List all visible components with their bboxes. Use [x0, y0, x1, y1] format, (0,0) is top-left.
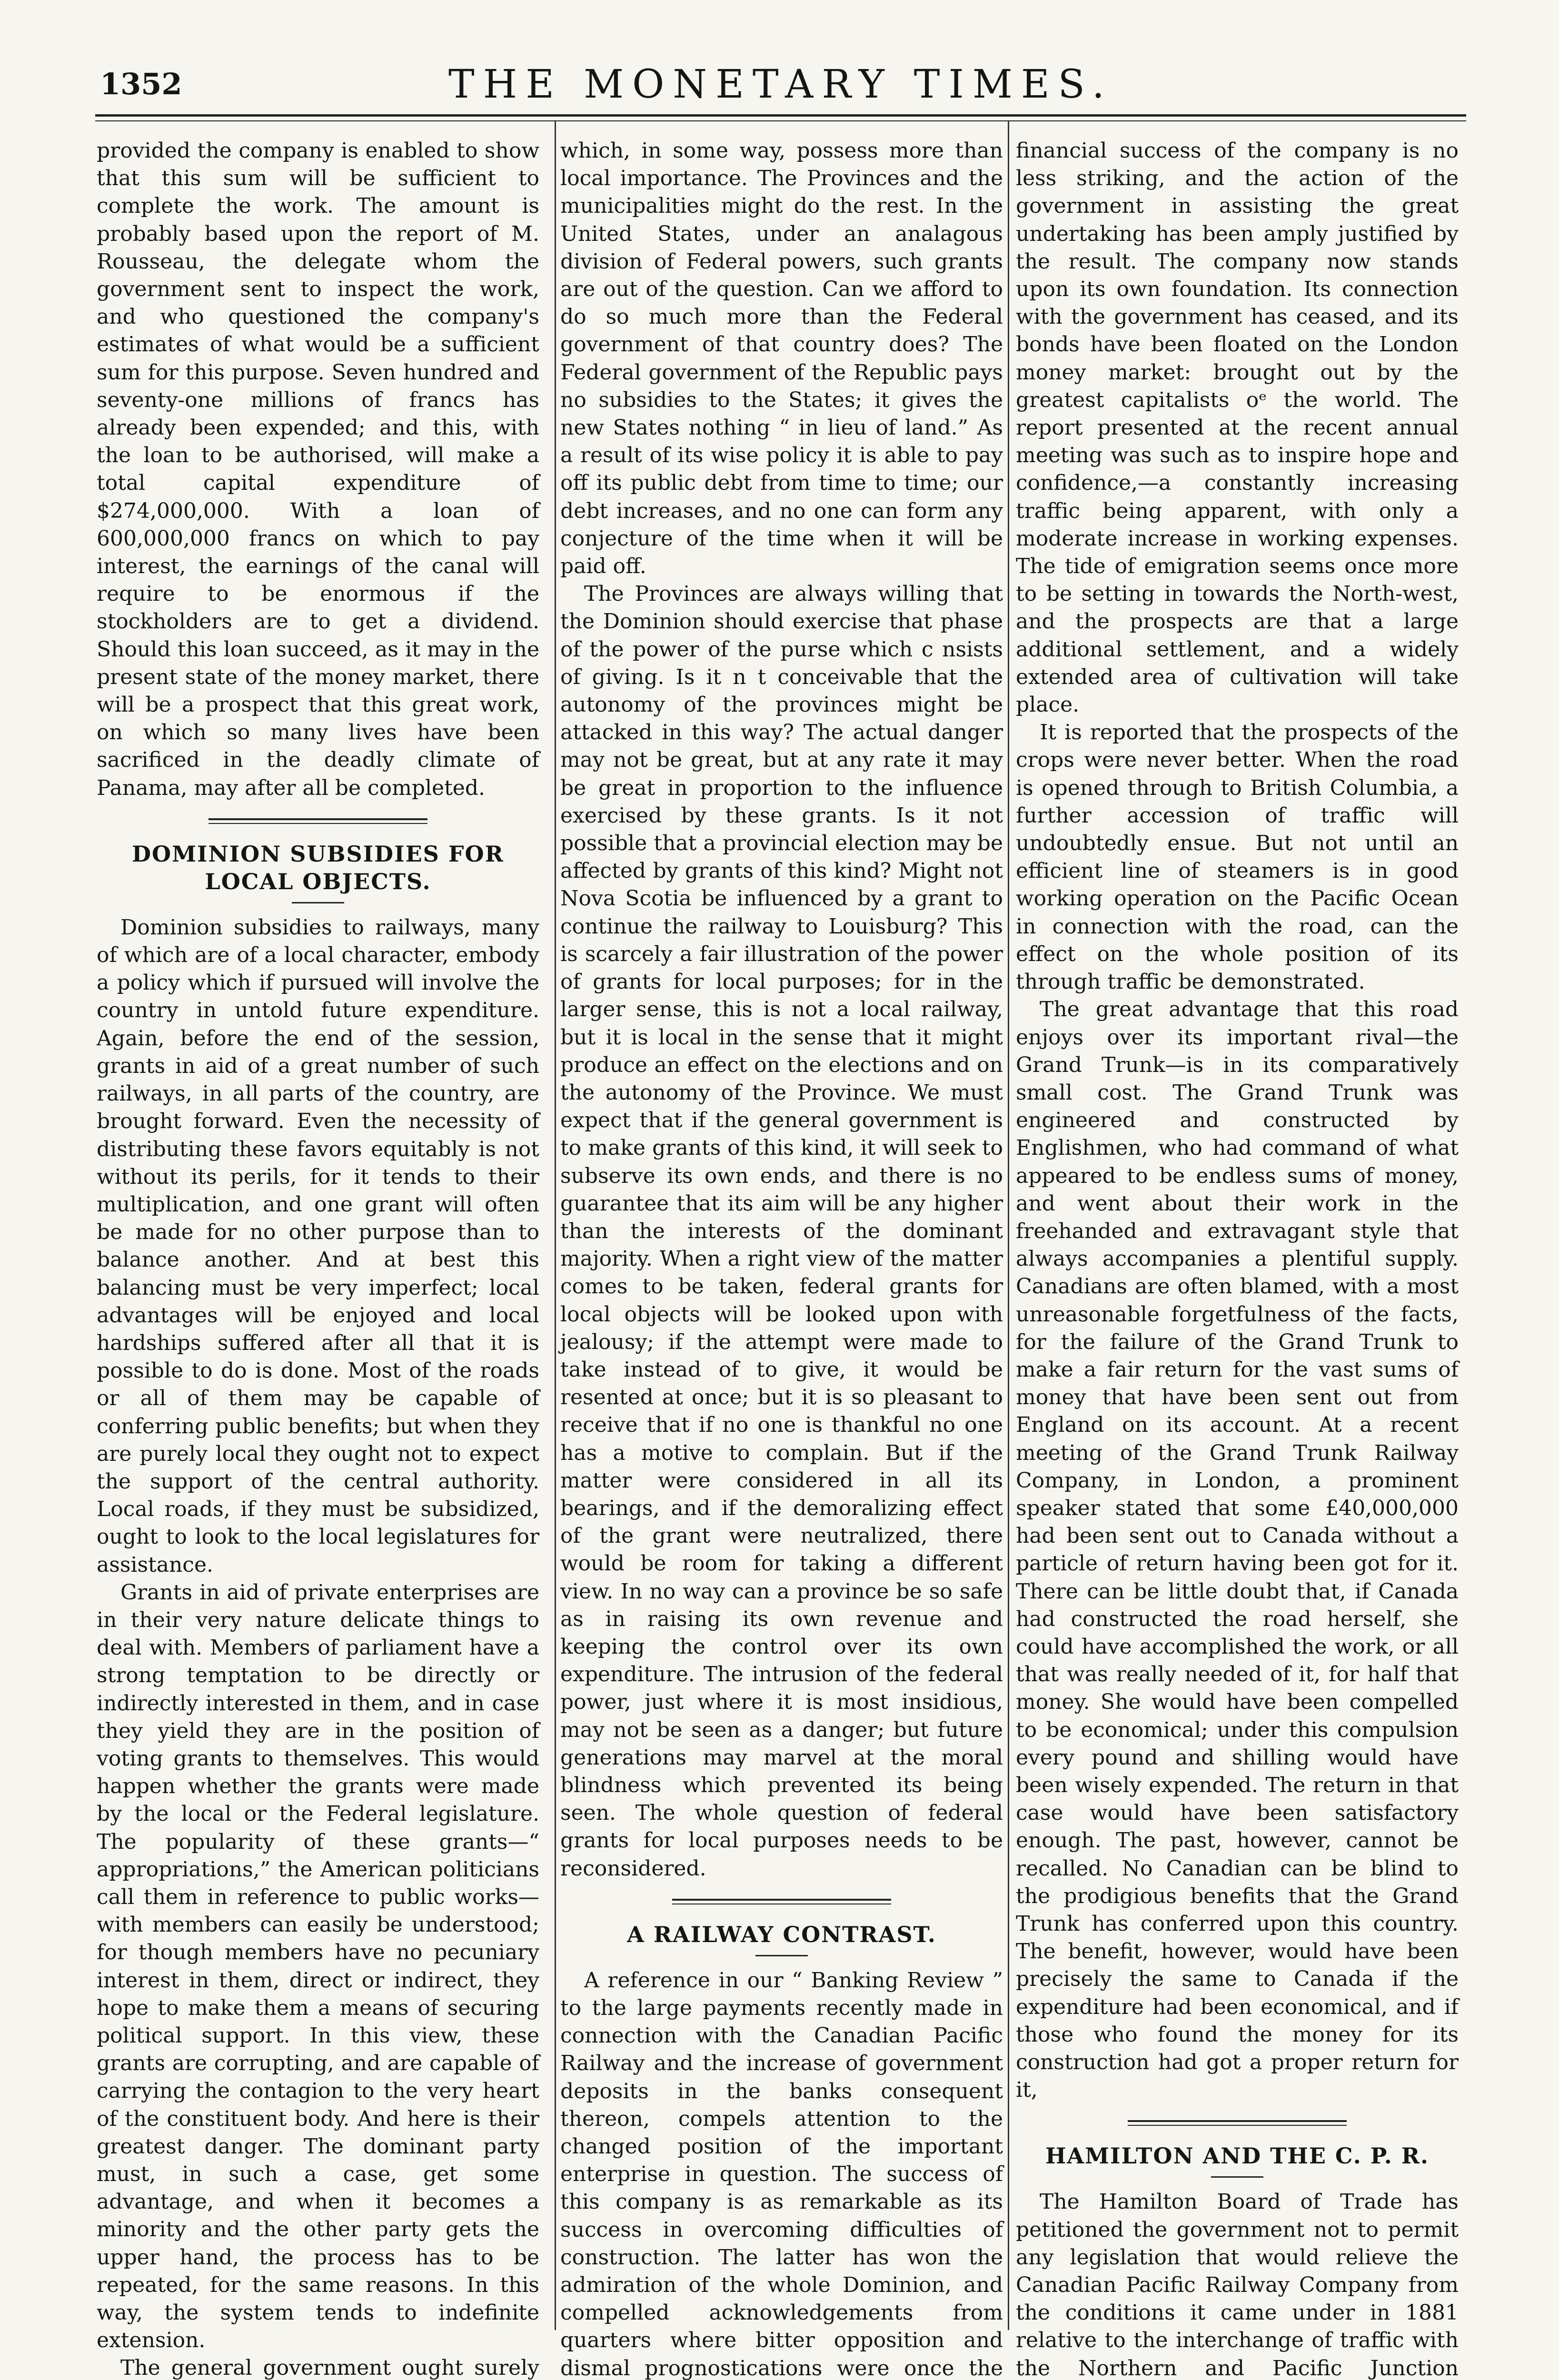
masthead [86, 62, 1476, 114]
article-paragraph: It is reported that the prospects of the crops were never better. When the road is opened through to British Columbia, a further accession of traffic will undoubtedly ensue. But not until an efficient line of steamers is in good working operation on the Pacific Ocean in connection with the road, can the effect on the whole position of its through traffic be demonstrated. [1016, 720, 1459, 994]
article-paragraph: which, in some way, possess more than local importance. The Provinces and the municipalities might do the rest. In the United States, under an analagous division of Federal powers, such grants are out of the question. Can we afford to do so much more than the Federal government of that country does? The Federal government of the Republic pays no subsidies to the States; it gives the new States nothing “ in lieu of land.” As a result of its wise policy it is able to pay off its public debt from time to time; our debt increases, and no one can form any conjecture of the time when it will be paid off. [560, 139, 1003, 579]
article-paragraph: financial success of the company is no less striking, and the action of the government in assisting the great undertaking has been amply justified by the result. The company now stands upon its own foundation. Its connection with the government has ceased, and its bonds have been floated on the London money market: brought out by the greatest capitalists oᵉ the world. The report presented at the recent annual meeting was such as to inspire hope and confidence,—a constantly increasing traffic being apparent, with only a moderate increase in working expenses. The tide of emigration seems once more to be setting in towards the North-west, and the prospects are that a large additional settlement, and a widely extended area of cultivation will take place. [1016, 139, 1459, 717]
article-paragraph: Grants in aid of private enterprises are in their very nature delicate things to deal with. Members of parliament have a strong temptation to be directly or indirectly interested in them, and in case they yield they are in the position of voting grants to themselves. This would happen whether the grants were made by the local or the Federal legislature. The popularity of these grants—“ appropriations,” the American politicians call them in reference to public works—with members can easily be understood; for though members have no pecuniary interest in them, direct or indirect, they hope to make them a means of securing political support. In this view, these grants are corrupting, and are capable of carrying the contagion to the very heart of the constituent body. And here is their greatest danger. The dominant party must, in such a case, get some advantage, and when it becomes a minority and the other party gets the upper hand, the process has to be repeated, for the same reasons. In this way, the system tends to indefinite extension. [97, 1580, 539, 2353]
article-paragraph: The general government ought surely [120, 2356, 539, 2380]
section-rule [672, 1899, 891, 1904]
journal-title: THE MONETARY TIMES. [448, 62, 1113, 107]
column-3 [1016, 137, 1459, 2380]
section-heading-dominion-subsidies: DOMINION SUBSIDIES FOR LOCAL OBJECTS. [132, 841, 504, 894]
column-divider-2 [1008, 121, 1009, 2330]
column-1 [97, 137, 539, 2380]
heading-underline [755, 1955, 808, 1956]
article-paragraph: provided the company is enabled to show that this sum will be sufficient to complete the work. The amount is probably based upon the report of M. Rousseau, the delegate whom the government sent to inspect the work, and who questioned the company's estimates of what would be a sufficient sum for this purpose. Seven hundred and seventy-one millions of francs has already been expended; and this, with the loan to be authorised, will make a total capital expenditure of $274,000,000. With a loan of 600,000,000 francs on which to pay interest, the earnings of the canal will require to be enormous if the stockholders are to get a dividend. Should this loan succeed, as it may in the present state of the money market, there will be a prospect that this great work, on which so many lives have been sacrificed in the deadly climate of Panama, may after all be completed. [97, 139, 539, 800]
article-paragraph: The great advantage that this road enjoys over its important rival—the Grand Trunk—is in its comparatively small cost. The Grand Trunk was engineered and constructed by Englishmen, who had command of what appeared to be endless sums of money, and went about their work in the freehanded and extravagant style that always accompanies a plentiful supply. Canadians are often blamed, with a most unreasonable forgetfulness of the facts, for the failure of the Grand Trunk to make a fair return for the vast sums of money that have been sent out from England on its account. At a recent meeting of the Grand Trunk Railway Company, in London, a prominent speaker stated that some £40,000,000 had been sent out to Canada without a particle of return having been got for it. There can be little doubt that, if Canada had constructed the road herself, she could have accomplished the work, or all that was really needed of it, for half that money. She would have been compelled to be economical; under this compulsion every pound and shilling would have been wisely expended. The return in that case would have been satisfactory enough. The past, however, cannot be recalled. No Canadian can be blind to the prodigious benefits that the Grand Trunk has conferred upon this country. The benefit, however, would have been precisely the same to Canada if the expenditure had been economical, and if those who found the money for its construction had got a proper return for it, [1016, 997, 1459, 2102]
section-heading-hamilton-cpr: HAMILTON AND THE C. P. R. [1045, 2143, 1430, 2169]
column-divider-1 [555, 121, 556, 2330]
page-number: 1352 [100, 67, 182, 101]
section-rule [1128, 2120, 1347, 2126]
article-paragraph: Dominion subsidies to railways, many of which are of a local character, embody a policy which if pursued will involve the country in untold future expenditure. Again, before the end of the session, grants in aid of a great number of such railways, in all parts of the country, are brought forward. Even the necessity of distributing these favors equitably is not without its perils, for it tends to their multiplication, and one grant will often be made for no other purpose than to balance another. And at best this balancing must be very imperfect; local advantages will be enjoyed and local hardships suffered after all that it is possible to do is done. Most of the roads or all of them may be capable of conferring public benefits; but when they are purely local they ought not to expect the support of the central authority. Local roads, if they must be subsidized, ought to look to the local legislatures for assistance. [97, 915, 539, 1577]
heading-underline [1211, 2176, 1263, 2178]
heading-underline [292, 902, 344, 903]
article-paragraph: A reference in our “ Banking Review ” to the large payments recently made in connection with the Canadian Pacific Railway and the increase of government deposits in the banks consequent thereon, compels attention to the changed position of the important enterprise in question. The success of this company is as remarkable as its success in overcoming difficulties of construction. The latter has won the admiration of the whole Dominion, and compelled acknowledgements from quarters where bitter opposition and dismal prognostications were once the [560, 1968, 1003, 2380]
column-2 [560, 137, 1003, 2380]
article-paragraph: The Hamilton Board of Trade has petitioned the government not to permit any legislation that would relieve the Canadian Pacific Railway Company from the conditions it came under in 1881 relative to the interchange of traffic with the Northern and Pacific Junction [1016, 2190, 1459, 2380]
section-rule [209, 818, 427, 824]
masthead-rule [95, 114, 1466, 121]
article-paragraph: The Provinces are always willing that the Dominion should exercise that phase of the power of the purse which c nsists of giving. Is it n t conceivable that the autonomy of the provinces might be attacked in this way? The actual danger may not be great, but at any rate it may be great in proportion to the influence exercised by these grants. Is it not possible that a provincial election may be affected by grants of this kind? Might not Nova Scotia be influenced by a grant to continue the railway to Louisburg? This is scarcely a fair illustration of the power of grants for local purposes; for in the larger sense, this is not a local railway, but it is local in the sense that it might produce an effect on the elections and on the autonomy of the Province. We must expect that if the general government is to make grants of this kind, it will seek to subserve its own ends, and there is no guarantee that its aim will be any higher than the interests of the dominant majority. When a right view of the matter comes to be taken, federal grants for local objects will be looked upon with jealousy; if the attempt were made to take instead of to give, it would be resented at once; but it is so pleasant to receive that if no one is thankful no one has a motive to complain. But if the matter were considered in all its bearings, and if the demoralizing effect of the grant were neutralized, there would be room for taking a different view. In no way can a province be so safe as in raising its own revenue and keeping the control over its own expenditure. The intrusion of the federal power, just where it is most insidious, may not be seen as a danger; but future generations may marvel at the moral blindness which prevented its being seen. The whole question of federal grants for local purposes needs to be reconsidered. [560, 582, 1003, 1881]
section-heading-railway-contrast: A RAILWAY CONTRAST. [627, 1921, 936, 1947]
